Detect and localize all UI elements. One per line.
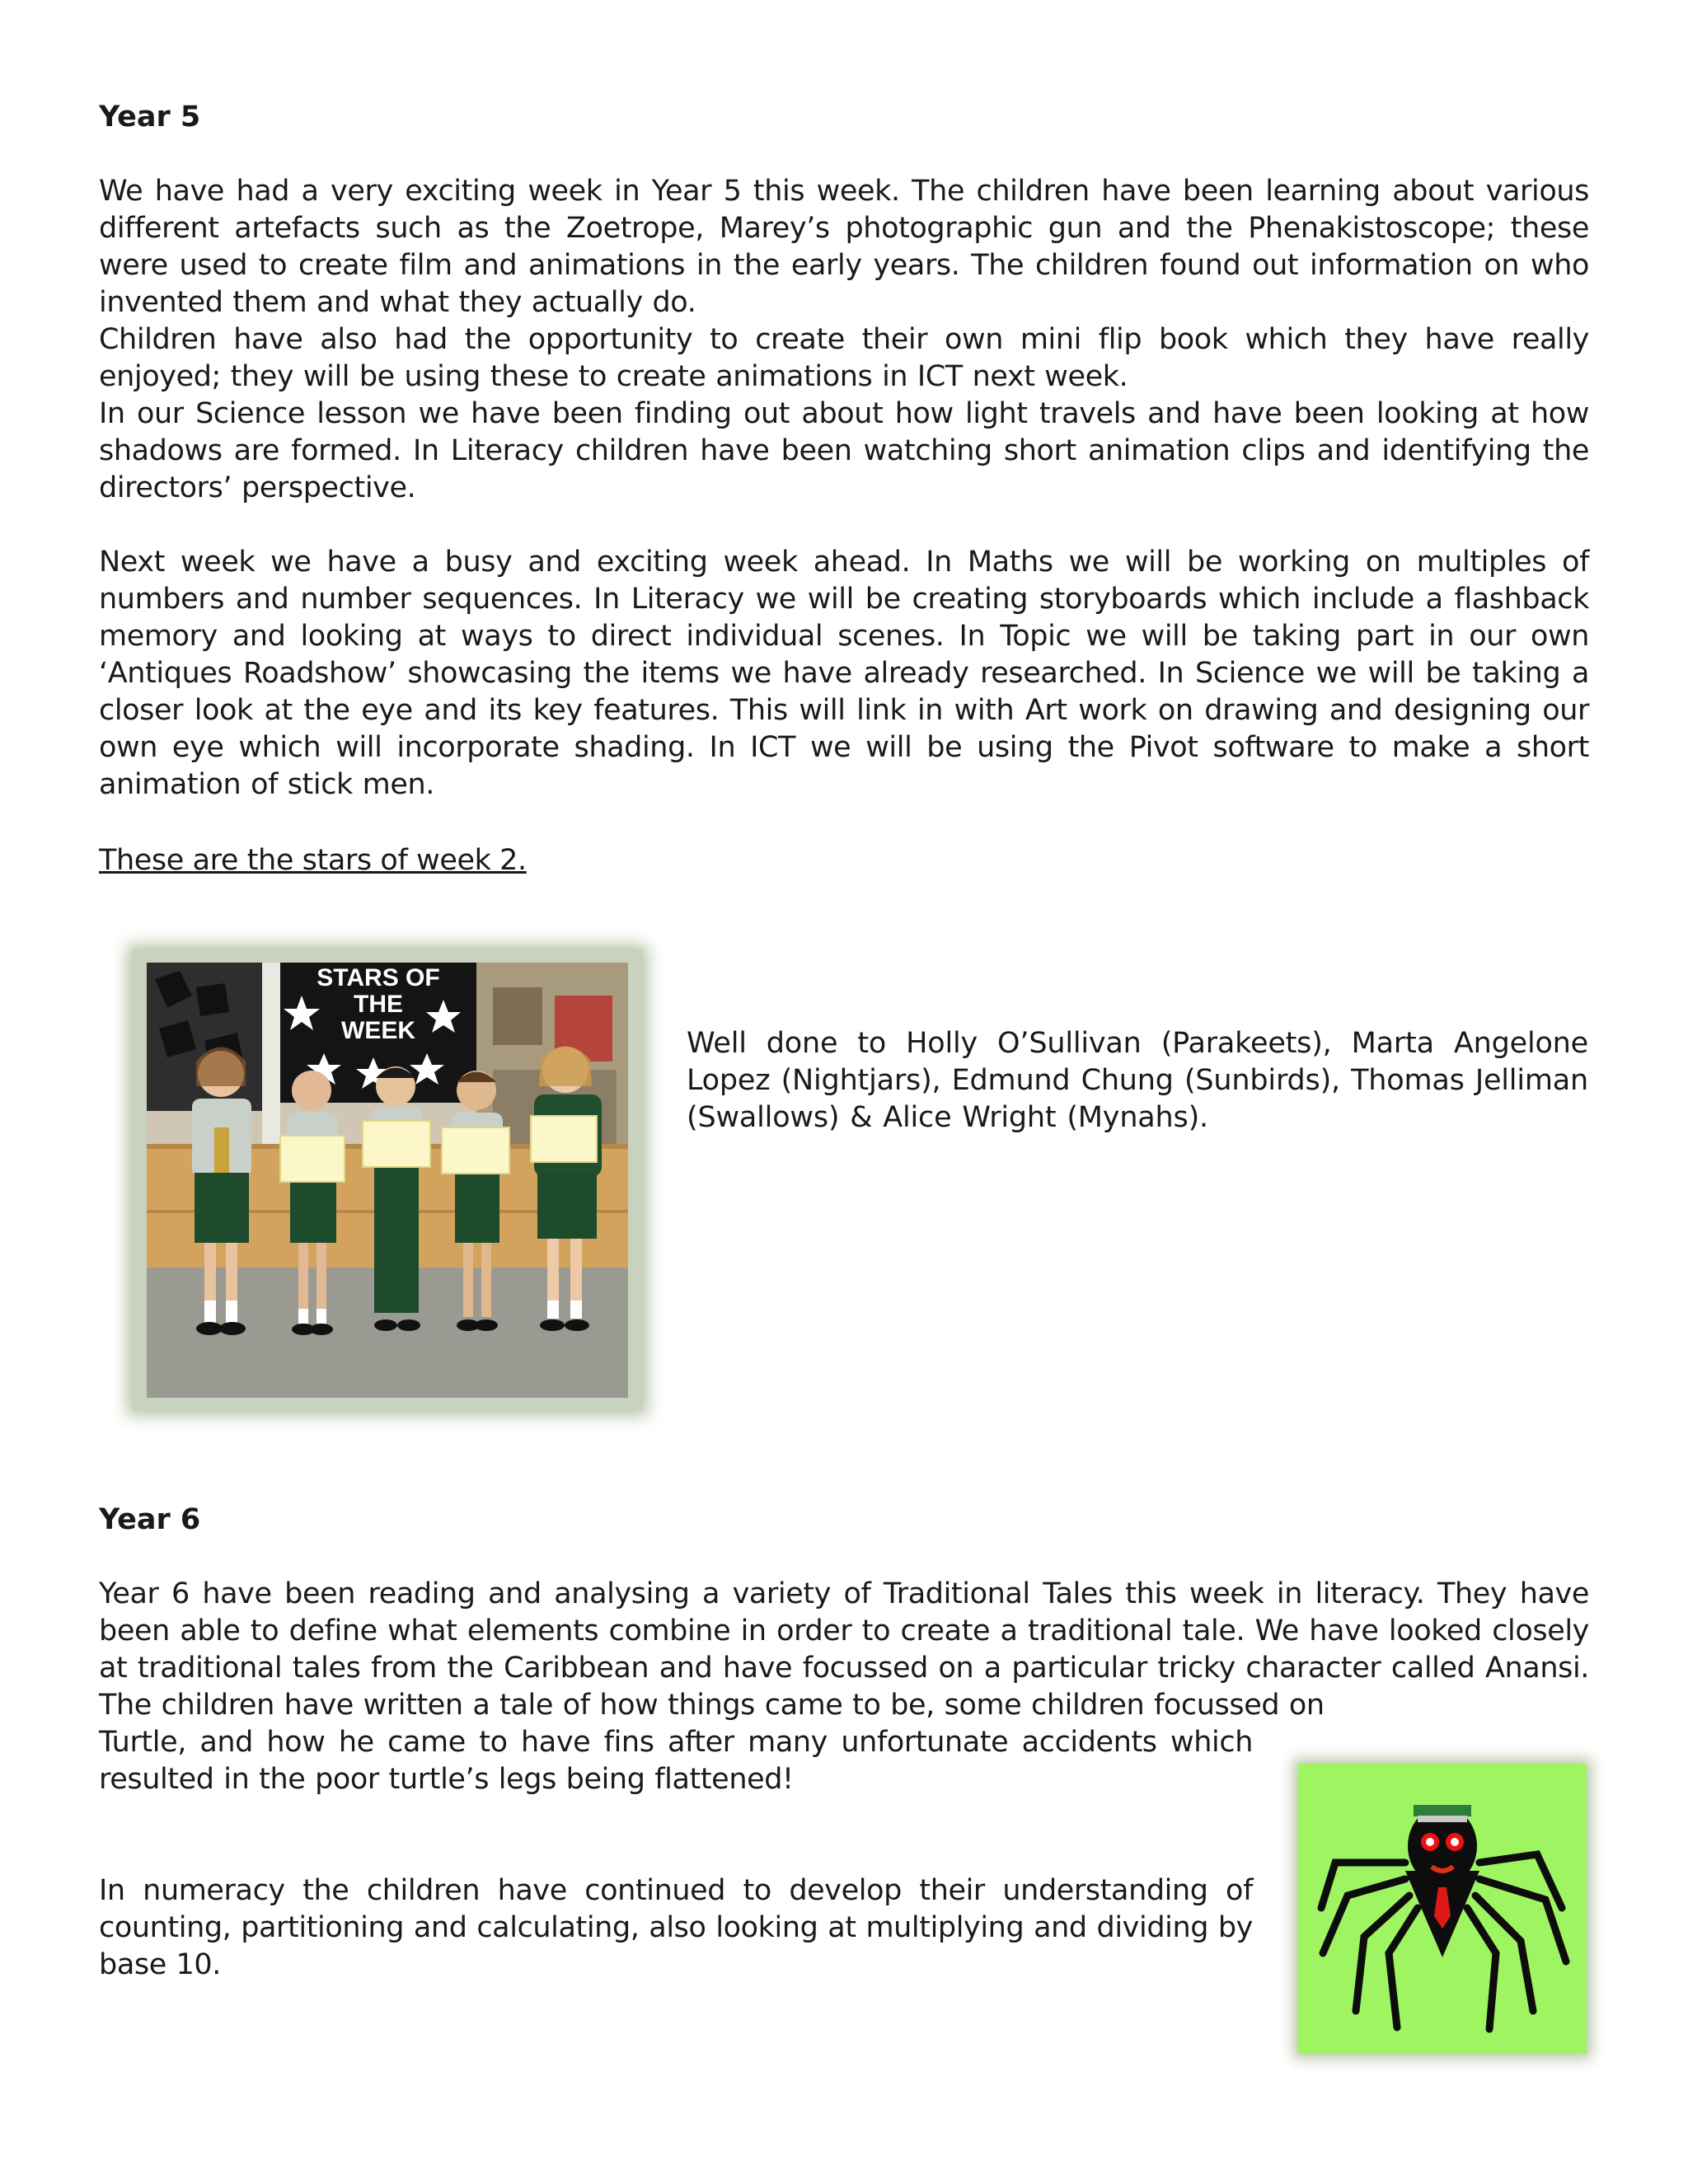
- well-done-text: Well done to Holly O’Sullivan (Parakeets), Marta Angelone Lopez (Nightjars), Edmund Chung (Sunbirds), Thomas Jelliman (Swallows) & Alice Wright (Mynahs).: [687, 1027, 1588, 1134]
- year6-heading: Year 6: [99, 1503, 201, 1536]
- year5-paragraph-3: In our Science lesson we have been finding out about how light travels and have been looking at how shadows are formed. In Literacy children have been watching short animation clips and identifying the directors’ perspective.: [99, 397, 1589, 504]
- stars-photo-frame: [132, 949, 643, 1411]
- stars-of-week-caption: These are the stars of week 2.: [99, 844, 527, 877]
- photo-sign-line-3: WEEK: [341, 1017, 415, 1044]
- stars-of-the-week-photo: [147, 963, 628, 1398]
- photo-sign-line-2: THE: [354, 991, 403, 1018]
- year5-heading: Year 5: [99, 101, 201, 134]
- year5-paragraph-2: Children have also had the opportunity to create their own mini flip book which they have really enjoyed; they will be using these to create animations in ICT next week.: [99, 323, 1589, 393]
- photo-sign-line-1: STARS OF: [316, 964, 440, 991]
- year6-paragraph-1: Year 6 have been reading and analysing a variety of Traditional Tales this week in literacy. They have been able to define what elements combine in order to create a traditional tale. We have looked closely at traditional tales from the Caribbean and have focussed on a particular tricky character called Anansi. The children have written a tale of how things came to be, some children focussed on: [99, 1577, 1589, 1722]
- year5-paragraph-1: We have had a very exciting week in Year 5 this week. The children have been learning about various different artefacts such as the Zoetrope, Marey’s photographic gun and the Phenakistoscope; these were used to create film and animations in the early years. The children found out information on who invented them and what they actually do.: [99, 175, 1589, 319]
- year5-paragraph-4: Next week we have a busy and exciting week ahead. In Maths we will be working on multiples of numbers and number sequences. In Literacy we will be creating storyboards which include a flashback memory and looking at ways to direct individual scenes. In Topic we will be taking part in our own ‘Antiques Roadshow’ showcasing the items we have already researched. In Science we will be taking a closer look at the eye and its key features. This will link in with Art work on drawing and designing our own eye which will incorporate shading. In ICT we will be using the Pivot software to make a short animation of stick men.: [99, 546, 1589, 801]
- anansi-spider-image: [1298, 1764, 1587, 2054]
- newsletter-page: [99, 0, 1589, 2184]
- year6-paragraph-2: In numeracy the children have continued to develop their understanding of counting, partitioning and calculating, also looking at multiplying and dividing by base 10.: [99, 1874, 1253, 1981]
- year6-paragraph-1-continued: Turtle, and how he came to have fins after many unfortunate accidents which resulted in the poor turtle’s legs being flattened!: [99, 1726, 1253, 1796]
